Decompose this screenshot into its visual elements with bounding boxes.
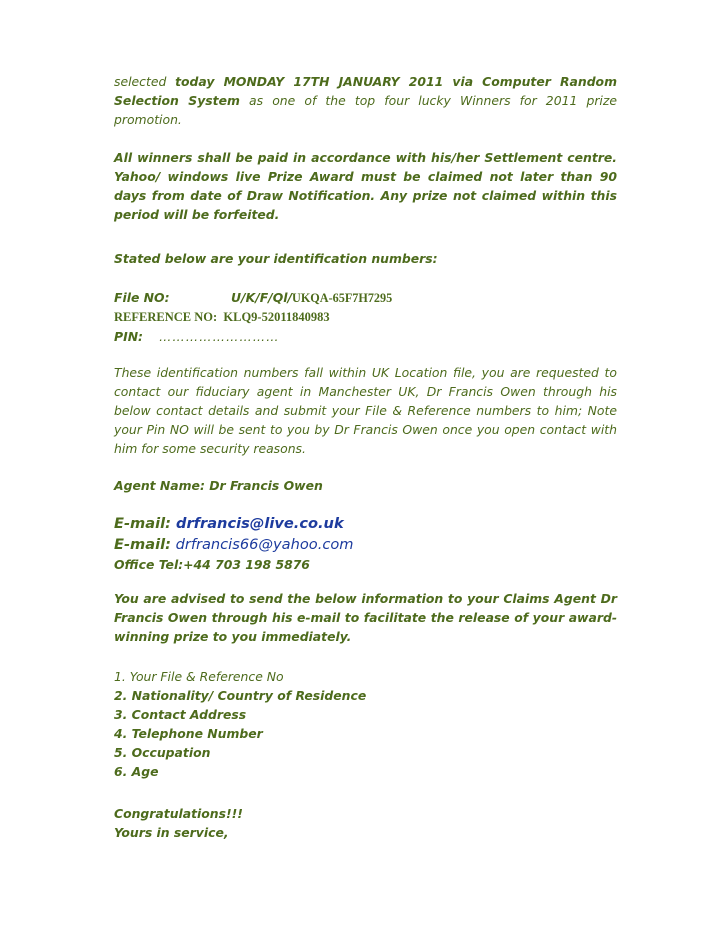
intro-selected: selected: [114, 74, 167, 89]
reference-label: REFERENCE NO:: [114, 310, 218, 324]
intro-date: today MONDAY 17TH JANUARY 2011 via Computer Random Selection System: [114, 74, 617, 108]
list-item: 5. Occupation: [114, 745, 211, 760]
reference-row: [114, 308, 617, 327]
email-row-1: [114, 513, 617, 534]
list-item: 2. Nationality/ Country of Residence: [114, 688, 367, 703]
info-list: [114, 667, 366, 781]
list-item: 1. Your File & Reference No: [114, 669, 284, 684]
file-no-row: [114, 288, 617, 308]
reference-value: KLQ9-52011840983: [223, 310, 330, 324]
agent-name: Agent Name: Dr Francis Owen: [114, 478, 323, 493]
email-label-2: E-mail:: [114, 536, 171, 553]
intro-rest: as one of the top four lucky Winners for 2011 prize promotion.: [114, 93, 617, 127]
pin-value: ………………………: [159, 329, 280, 344]
file-no-label: File NO:: [114, 290, 170, 305]
email-label-1: E-mail:: [114, 515, 171, 532]
closing: [114, 804, 243, 842]
congratulations: Congratulations!!!: [114, 806, 243, 821]
email-link-secondary[interactable]: drfrancis66@yahoo.com: [175, 536, 354, 553]
intro-paragraph: [114, 72, 617, 129]
settlement-paragraph: All winners shall be paid in accordance with his/her Settlement centre. Yahoo/ windows live Prize Award must be claimed not later than 90 days from date of Draw Notification. Any prize not claimed within this period will be forfeited.: [114, 150, 617, 222]
advise-paragraph: You are advised to send the below information to your Claims Agent Dr Francis Owen through his e-mail to facilitate the release of your award-winning prize to you immediately.: [114, 591, 617, 644]
email-link-primary[interactable]: drfrancis@live.co.uk: [176, 515, 344, 532]
contact-block: [114, 513, 617, 574]
list-item: 4. Telephone Number: [114, 726, 263, 741]
sign-off: Yours in service,: [114, 825, 229, 840]
office-tel: Office Tel:+44 703 198 5876: [114, 557, 310, 572]
identification-block: [114, 288, 617, 347]
location-paragraph: These identification numbers fall within UK Location file, you are requested to contact our fiduciary agent in Manchester UK, Dr Francis Owen through his below contact details and submit your File & Reference numbers to him; Note your Pin NO will be sent to you by Dr Francis Owen once you open contact with him for some security reasons.: [114, 365, 617, 456]
list-item: 6. Age: [114, 764, 159, 779]
email-row-2: [114, 534, 617, 555]
list-item: 3. Contact Address: [114, 707, 247, 722]
file-no-value-b: UKQA-65F7H7295: [292, 291, 393, 305]
pin-row: [114, 327, 617, 347]
identification-heading: Stated below are your identification numbers:: [114, 251, 438, 266]
pin-label: PIN:: [114, 329, 144, 344]
file-no-value-a: U/K/F/Ql/: [231, 290, 293, 305]
